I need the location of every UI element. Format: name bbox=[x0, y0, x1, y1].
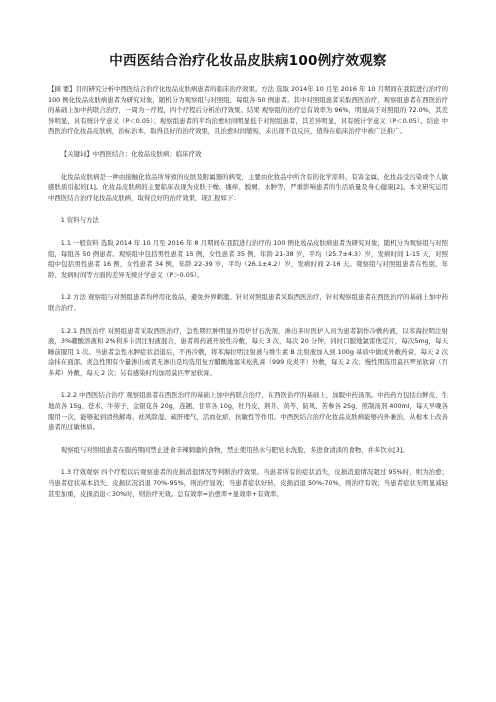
methods-paragraph: 1.2 方法 观察组与对照组患者均停用化妆品，避免外界刺激。针对对照组患者采取西医治疗，针对观察组患者在西医治疗的基础上加中药联合治疗。 bbox=[48, 293, 448, 312]
keywords-line: 【关键词】中西医结合；化妆品皮肤病；临床疗效 bbox=[60, 149, 202, 158]
western-medicine-paragraph: 1.2.1 西医治疗 对照组患者采取西医治疗，急性期红肿明显外用炉甘石洗剂，渗出多时医护人员为患者制作冷敷药液，以苯海拉明注射液，3%硼酸溶液和 2%利多卡因注射液混合，患者将药液开放性冷敷，每天 3 次，每次 20 分钟，同时口服地氯雷他定片，每次5mg，每天睡前服用 1 次。当患者急性水肿症状消退后，不再冷敷，将苯海拉明注射液与维生素 B 注射液加入到 100g 基质中做成外敷药膏，每天 2 次涂抹在面部。炎急性期有少量渗出或者无渗出是均选用复方醋酸地塞米松乳膏（999 皮炎平）外敷，每天 2 次；慢性期选用莫匹罗星软膏（百多邦）外敷，每天 2 次；另有感染时均加用莫匹罗星软膏。 bbox=[48, 326, 448, 377]
efficacy-observation-paragraph: 1.3 疗效观察 四个疗程以后观察患者的皮损消退情况等判断治疗效果。当患者所有的症状消失，皮损消退情况超过 95%时，则为治愈；当患者症状基本消失，皮损状况消退 70%-95%，则治疗显效；当患者症状好转，皮损消退 50%-70%，则治疗有效；当患者症状无明显减轻甚至加重，皮损消退＜30%时，则治疗无效。总有效率=治愈率+显效率+有效率。 bbox=[48, 468, 448, 498]
diet-precautions-paragraph: 观察组与对照组患者在服药期间禁止进食辛辣刺激的食物，禁止使用热水与肥皂水洗脸，多进食清淡的食物，并多饮水[3]。 bbox=[60, 445, 409, 454]
intro-paragraph: 化妆品皮肤病是一种由接触化妆品所导致的皮肤及附属器的病变，主要由化妆品中所含有的化学原料、有害金属、化妆品受污染或个人敏感肤质引起的[1]。化妆品皮肤病的主要临床表现为皮肤干燥、瘙痒、脱屑、水肿等，严重影响患者的生活质量及身心健康[2]。本文研究运用中西医结合治疗化妆品皮肤病，取得良好的治疗效果，现汇报如下： bbox=[48, 172, 448, 202]
section-heading-materials-methods: 1 资料与方法 bbox=[60, 216, 99, 225]
general-data-paragraph: 1.1 一般资料 选取 2014 年 10 月至 2016 年 8 月期间在我院进行治疗的 100 例化妆品皮肤病患者为研究对象，随机分为观察组与对照组，每组各 50 例患者。观察组中包括男性患者 15 例，女性患者 35 例，年龄 21-38 岁，平均（25.7±4.3）岁，发病时间 1-15 天，对照组中包括男性患者 16 例，女性患者 34 例，年龄 22-39 岁，平均（26.1±4.2）岁，发病时间 2-16 天。观察组与对照组患者在性别、年龄、发病时间等方面的差异无统计学意义（P＞0.05）。 bbox=[48, 238, 448, 279]
article bbox=[48, 52, 448, 499]
abstract-paragraph: 【摘 要】目的研究分析中西医结合治疗化妆品皮肤病患者的临床治疗效果。方法 选取 2014年 10 月至 2016 年 10 月期间在我院进行治疗的 100 例化妆品皮肤病患者为研究对象，随机分为观察组与对照组，每组各 50 例患者。其中对照组患者采取西医治疗，观察组患者在西医治疗的基础上加中药联合治疗，一周为一疗程，四个疗程后分析治疗效果。结果 观察组的治疗总有效率为 96%，明显高于对照组的 72.0%，其差异明显，具有统计学意义（P＜0.05）；观察组患者的平均治愈时间明显低于对照组患者，其差异明显，具有统计学意义（P＜0.05）。结论 中西医治疗化妆品皮肤病，治标治本，取得良好的治疗效果，且治愈时间缩短，未出现不良反应，值得在临床治疗中被广泛推广。 bbox=[48, 85, 448, 136]
integrated-treatment-paragraph: 1.2.2 中西医结合治疗 观察组患者在西医治疗的基础上加中药联合治疗，在西医治疗的基础上，加服中药汤剂。中药药方包括白鲜皮、生地黄各 15g、苍术、牛蒡子、金银花各 20g，连翘、甘草各 10g，牡丹皮、荆芥、黄芩、防风、苦参各 25g，煎制汤剂 400ml，每天早晚各服用一次，能够起到清热解毒、祛风除湿、疏肝理气、活血化瘀、抗敏性等作用。中西医结合治疗化妆品皮肤病能够内外兼治，从根本上改善患者的过敏体质。 bbox=[48, 391, 448, 432]
article-title: 中西医结合治疗化妆品皮肤病100例疗效观察 bbox=[109, 53, 387, 69]
